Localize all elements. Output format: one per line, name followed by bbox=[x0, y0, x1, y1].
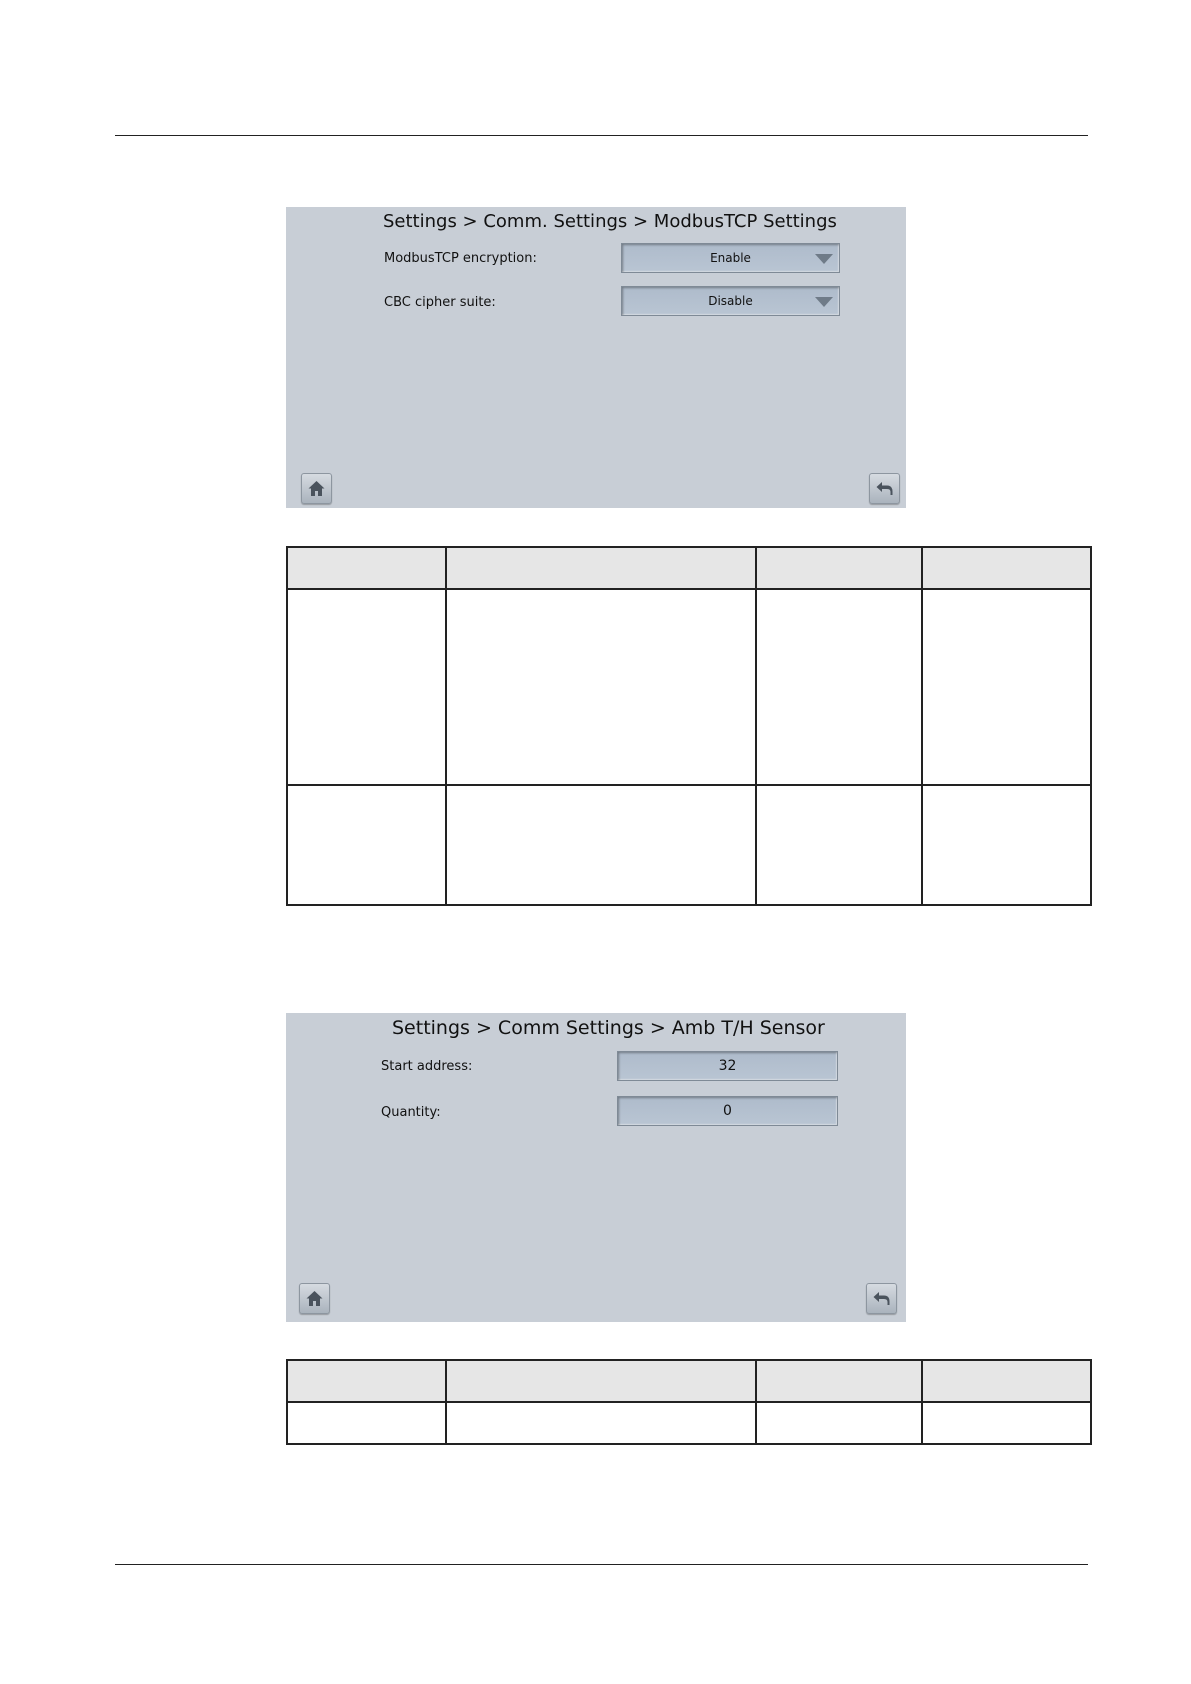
back-button[interactable] bbox=[866, 1283, 897, 1314]
start-address-label: Start address: bbox=[381, 1059, 473, 1074]
table-cell bbox=[756, 589, 922, 785]
cbc-cipher-suite-label: CBC cipher suite: bbox=[384, 295, 496, 310]
modbustcp-encryption-dropdown[interactable] bbox=[621, 243, 840, 273]
table-cell bbox=[287, 1402, 446, 1444]
table-cell bbox=[922, 1402, 1091, 1444]
back-button[interactable] bbox=[869, 473, 900, 504]
table-row bbox=[287, 589, 1091, 785]
home-icon bbox=[305, 1289, 324, 1308]
table-cell bbox=[922, 785, 1091, 905]
table-cell bbox=[756, 785, 922, 905]
back-arrow-icon bbox=[875, 479, 894, 498]
table-header-cell bbox=[756, 547, 922, 589]
table-cell bbox=[756, 1402, 922, 1444]
footer-rule bbox=[115, 1564, 1088, 1565]
dropdown-arrow-icon bbox=[815, 254, 833, 264]
table-header-row bbox=[287, 1360, 1091, 1402]
quantity-label: Quantity: bbox=[381, 1105, 441, 1120]
table-header-cell bbox=[287, 1360, 446, 1402]
quantity-field[interactable] bbox=[617, 1096, 838, 1126]
table-cell bbox=[446, 785, 756, 905]
home-button[interactable] bbox=[299, 1283, 330, 1314]
table-header-cell bbox=[446, 547, 756, 589]
table-header-cell bbox=[446, 1360, 756, 1402]
screen-title: Settings > Comm. Settings > ModbusTCP Settings bbox=[383, 211, 837, 232]
table-cell bbox=[446, 589, 756, 785]
quantity-value: 0 bbox=[723, 1103, 732, 1119]
home-icon bbox=[307, 479, 326, 498]
table-cell bbox=[922, 589, 1091, 785]
header-rule bbox=[115, 135, 1088, 136]
amb-th-sensor-screen bbox=[286, 1013, 906, 1322]
table-row bbox=[287, 1402, 1091, 1444]
modbustcp-settings-screen bbox=[286, 207, 906, 508]
back-arrow-icon bbox=[872, 1289, 891, 1308]
modbustcp-encryption-value: Enable bbox=[710, 251, 751, 265]
dropdown-arrow-icon bbox=[815, 297, 833, 307]
modbustcp-parameters-table bbox=[286, 546, 1092, 906]
table-header-cell bbox=[922, 1360, 1091, 1402]
screen-title: Settings > Comm Settings > Amb T/H Sensor bbox=[392, 1017, 825, 1039]
start-address-field[interactable] bbox=[617, 1051, 838, 1081]
table-header-cell bbox=[756, 1360, 922, 1402]
table-row bbox=[287, 785, 1091, 905]
table-cell bbox=[287, 785, 446, 905]
table-header-row bbox=[287, 547, 1091, 589]
table-cell bbox=[446, 1402, 756, 1444]
table-cell bbox=[287, 589, 446, 785]
table-header-cell bbox=[287, 547, 446, 589]
start-address-value: 32 bbox=[718, 1058, 737, 1074]
cbc-cipher-suite-dropdown[interactable] bbox=[621, 286, 840, 316]
cbc-cipher-suite-value: Disable bbox=[708, 294, 753, 308]
table-header-cell bbox=[922, 547, 1091, 589]
modbustcp-encryption-label: ModbusTCP encryption: bbox=[384, 251, 537, 266]
amb-th-sensor-parameters-table bbox=[286, 1359, 1092, 1445]
home-button[interactable] bbox=[301, 473, 332, 504]
